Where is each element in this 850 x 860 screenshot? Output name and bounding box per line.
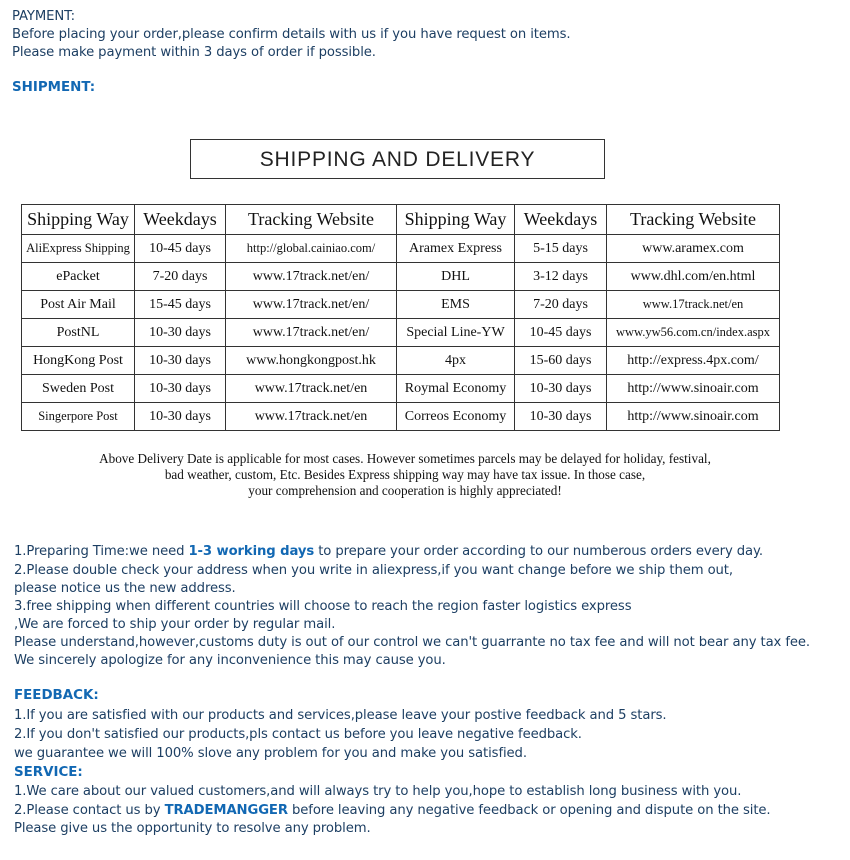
table-cell: www.17track.net/en/	[226, 263, 397, 291]
table-cell: 5-15 days	[515, 235, 607, 263]
table-cell: EMS	[397, 291, 515, 319]
delivery-note	[60, 451, 750, 499]
address-check-line: 2.Please double check your address when you write in aliexpress,if you want change before we ship them out,	[14, 563, 733, 578]
shipping-table	[21, 204, 780, 431]
service-contact-prefix: 2.Please contact us by	[14, 803, 165, 818]
table-cell: www.17track.net/en	[607, 291, 780, 319]
table-cell: 7-20 days	[515, 291, 607, 319]
table-cell: Aramex Express	[397, 235, 515, 263]
table-cell: 10-30 days	[515, 375, 607, 403]
service-heading: SERVICE:	[14, 765, 83, 780]
table-cell: DHL	[397, 263, 515, 291]
service-contact-suffix: before leaving any negative feedback or opening and dispute on the site.	[287, 803, 771, 818]
table-cell: 15-60 days	[515, 347, 607, 375]
table-row	[22, 319, 780, 347]
payment-heading: PAYMENT:	[12, 9, 75, 24]
table-row	[22, 235, 780, 263]
feedback-line-2: 2.If you don't satisfied our products,pls contact us before you leave negative feedback.	[14, 727, 582, 742]
table-row	[22, 403, 780, 431]
preparing-time-prefix: 1.Preparing Time:we need	[14, 544, 189, 559]
shipment-heading: SHIPMENT:	[12, 80, 96, 95]
apology-line: We sincerely apologize for any inconvenience this may cause you.	[14, 653, 446, 668]
table-cell: Post Air Mail	[22, 291, 135, 319]
header-weekdays: Weekdays	[135, 205, 226, 235]
table-cell: www.dhl.com/en.html	[607, 263, 780, 291]
header-shipping-way: Shipping Way	[22, 205, 135, 235]
table-cell: 10-30 days	[515, 403, 607, 431]
regular-mail-line: ,We are forced to ship your order by regular mail.	[14, 617, 336, 632]
header-tracking-website: Tracking Website	[607, 205, 780, 235]
header-tracking-website: Tracking Website	[226, 205, 397, 235]
table-cell: 10-30 days	[135, 375, 226, 403]
table-cell: www.17track.net/en	[226, 375, 397, 403]
preparing-time-suffix: to prepare your order according to our numberous orders every day.	[314, 544, 763, 559]
table-cell: HongKong Post	[22, 347, 135, 375]
table-cell: ePacket	[22, 263, 135, 291]
feedback-line-1: 1.If you are satisfied with our products and services,please leave your postive feedback and 5 stars.	[14, 708, 667, 723]
feedback-heading: FEEDBACK:	[14, 688, 99, 703]
table-cell: PostNL	[22, 319, 135, 347]
table-cell: Roymal Economy	[397, 375, 515, 403]
table-cell: Correos Economy	[397, 403, 515, 431]
table-cell: http://www.sinoair.com	[607, 375, 780, 403]
table-cell: http://www.sinoair.com	[607, 403, 780, 431]
table-cell: 3-12 days	[515, 263, 607, 291]
table-cell: http://express.4px.com/	[607, 347, 780, 375]
table-cell: www.yw56.com.cn/index.aspx	[607, 319, 780, 347]
table-cell: www.17track.net/en/	[226, 291, 397, 319]
table-cell: 10-30 days	[135, 403, 226, 431]
header-shipping-way: Shipping Way	[397, 205, 515, 235]
table-cell: Sweden Post	[22, 375, 135, 403]
free-shipping-line: 3.free shipping when different countries will choose to reach the region faster logistics express	[14, 599, 632, 614]
table-cell: 15-45 days	[135, 291, 226, 319]
payment-line-2: Please make payment within 3 days of order if possible.	[12, 45, 376, 60]
service-line-2	[14, 803, 771, 818]
table-row	[22, 347, 780, 375]
delivery-note-line-3: your comprehension and cooperation is highly appreciated!	[248, 483, 562, 498]
service-line-3: Please give us the opportunity to resolve any problem.	[14, 821, 371, 836]
header-weekdays: Weekdays	[515, 205, 607, 235]
table-row	[22, 263, 780, 291]
delivery-note-line-1: Above Delivery Date is applicable for most cases. However sometimes parcels may be delayed for holiday, festival,	[99, 451, 711, 466]
table-cell: AliExpress Shipping	[22, 235, 135, 263]
table-cell: 7-20 days	[135, 263, 226, 291]
table-cell: 10-45 days	[515, 319, 607, 347]
table-cell: www.aramex.com	[607, 235, 780, 263]
working-days-highlight: 1-3 working days	[188, 544, 315, 559]
trademangger-highlight: TRADEMANGGER	[164, 803, 288, 818]
table-cell: Special Line-YW	[397, 319, 515, 347]
customs-duty-line: Please understand,however,customs duty is out of our control we can't guarrante no tax fee and will not bear any tax fee.	[14, 635, 811, 650]
preparing-time-line	[14, 544, 763, 559]
table-cell: 10-30 days	[135, 347, 226, 375]
table-cell: http://global.cainiao.com/	[226, 235, 397, 263]
table-cell: 10-45 days	[135, 235, 226, 263]
table-row	[22, 375, 780, 403]
table-header-row	[22, 205, 780, 235]
table-cell: www.17track.net/en/	[226, 319, 397, 347]
new-address-line: please notice us the new address.	[14, 581, 236, 596]
table-cell: 10-30 days	[135, 319, 226, 347]
delivery-note-line-2: bad weather, custom, Etc. Besides Express shipping way may have tax issue. In those case,	[164, 467, 646, 482]
shipping-title: SHIPPING AND DELIVERY	[190, 139, 605, 179]
table-cell: www.17track.net/en	[226, 403, 397, 431]
payment-line-1: Before placing your order,please confirm details with us if you have request on items.	[12, 27, 571, 42]
table-cell: 4px	[397, 347, 515, 375]
table-row	[22, 291, 780, 319]
table-cell: Singerpore Post	[22, 403, 135, 431]
feedback-line-3: we guarantee we will 100% slove any problem for you and make you satisfied.	[14, 746, 527, 761]
table-cell: www.hongkongpost.hk	[226, 347, 397, 375]
service-line-1: 1.We care about our valued customers,and will always try to help you,hope to establish long business with you.	[14, 784, 742, 799]
